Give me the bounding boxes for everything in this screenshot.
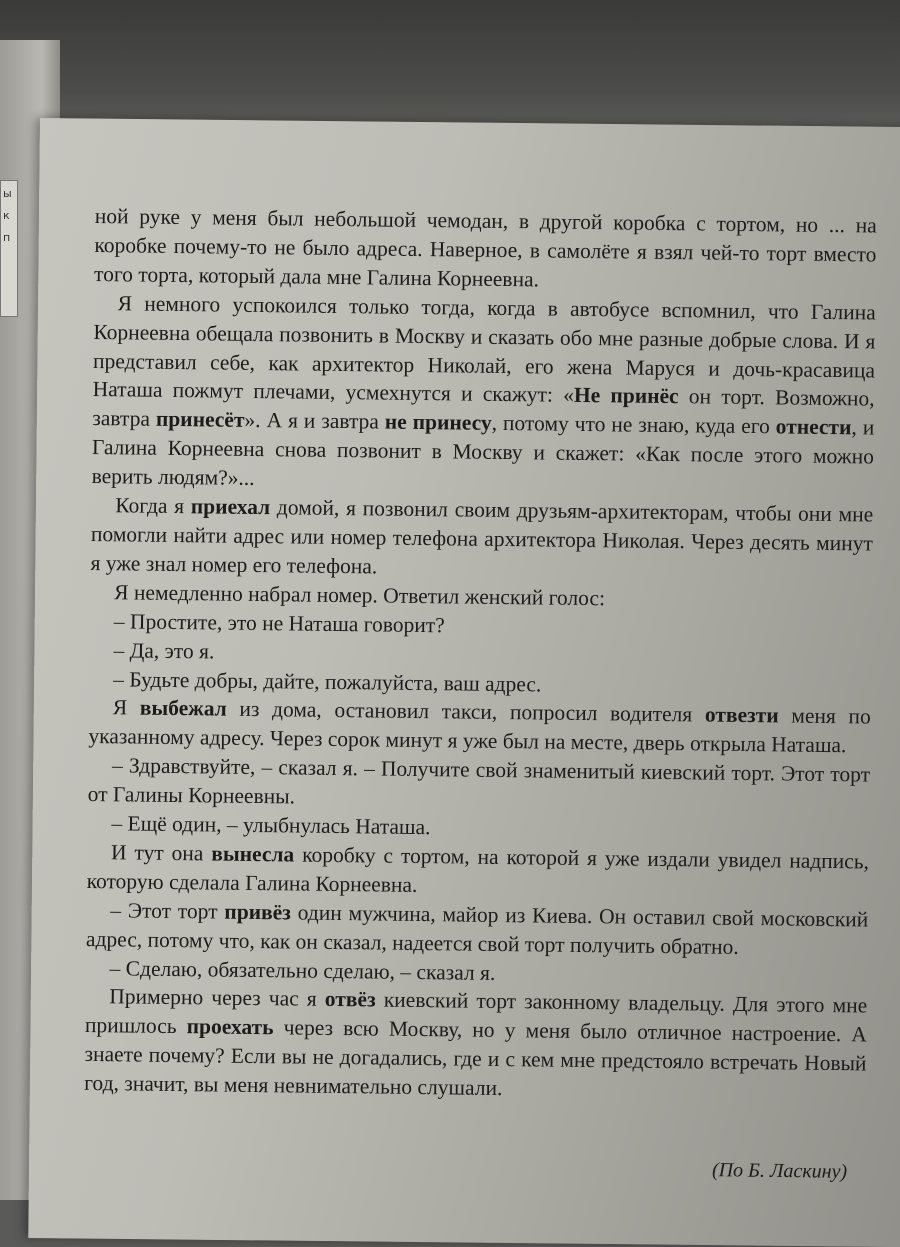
paragraph-2: Я немного успокоился только тогда, когда в автобусе вспомнил, что Галина Корнеевна обещала позвонить в Москву и сказать обо мне разные добрые слова. И я представил себе, как архитектор Николай, его жена Маруся и дочь-красавица Наташа пожмут плечами, усмехнутся и скажут: «Не принёс он торт. Возможно, завтра принесёт». А я и завтра не принесу, потому что не знаю, куда его отнести, и Галина Корнеевна снова позвонит в Москву и скажет: «Как после этого можно верить людям?»... <box>91 291 876 491</box>
paragraph-10: – Ещё один, – улыбнулась Наташа. <box>111 811 431 840</box>
paragraph-12: – Этот торт привёз один мужчина, майор из Киева. Он оставил свой московский адрес, потому что, как он сказал, надеется свой торт получить обратно. <box>85 897 869 959</box>
tab-char-1: ы <box>3 187 12 200</box>
story-text <box>84 202 877 1108</box>
paragraph-13: – Сделаю, обязательно сделаю, – сказал я. <box>109 955 496 985</box>
paragraph-9: – Здравствуйте, – сказал я. – Получите свой знаменитый киевский торт. Этот торт от Галины Корнеевны. <box>87 753 871 809</box>
paragraph-5: – Простите, это не Наташа говорит? <box>113 608 445 637</box>
tab-char-2: к <box>3 209 10 222</box>
paragraph-4: Я немедленно набрал номер. Ответил женский голос: <box>114 580 606 611</box>
paragraph-7: – Будьте добры, дайте, пожалуйста, ваш адрес. <box>113 666 542 696</box>
paragraph-8: Я выбежал из дома, остановил такси, попросил водителя отвезти меня по указанному адресу. Через сорок минут я уже был на месте, дверь открыла Наташа. <box>88 695 871 758</box>
paragraph-3: Когда я приехал домой, я позвонил своим друзьям-архитекторам, чтобы они мне помогли найти адрес или номер телефона архитектора Николая. Через десять минут я уже знал номер его телефона. <box>90 493 874 579</box>
background-top <box>0 0 900 130</box>
paragraph-6: – Да, это я. <box>113 637 215 664</box>
paragraph-11: И тут она вынесла коробку с тортом, на которой я уже издали увидел надпись, которую сделала Галина Корнеевна. <box>86 840 870 897</box>
paragraph-14: Примерно через час я отвёз киевский торт законному владельцу. Для этого мне пришлось проехать через всю Москву, но у меня было отличное настроение. А знаете почему? Если вы не догадались, где и с кем мне предстояло встречать Новый год, значит, вы меня невнимательно слушали. <box>84 984 868 1101</box>
source-attribution: (По Б. Ласкину) <box>711 1159 848 1183</box>
tab-char-3: п <box>3 231 11 244</box>
paragraph-1: ной руке у меня был небольшой чемодан, в другой коробка с тортом, но ... на коробке почему-то не было адреса. Наверное, в самолёте я взял чей-то торт вместо того торта, который дала мне Галина Корнеевна. <box>93 203 877 292</box>
adjacent-page-tab <box>0 180 18 317</box>
